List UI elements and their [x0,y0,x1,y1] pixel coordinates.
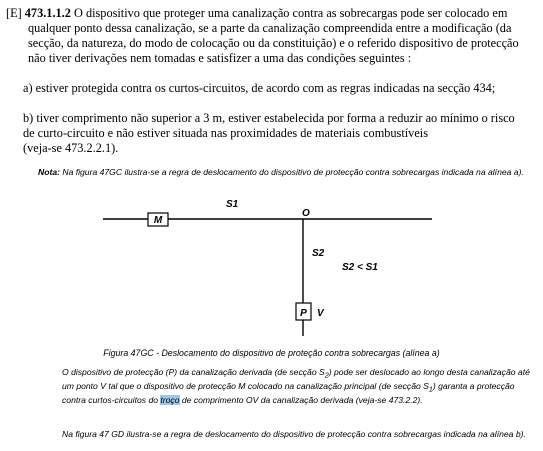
item-a: a) estiver protegida contra os curtos-circuitos, de acordo com as regras indicadas na secção 434; [23,81,496,95]
clause-label: [E] [6,6,22,20]
clause-text: O dispositivo que proteger uma canalização contra as sobrecargas pode ser colocado em qualquer ponto dessa canalização, se a parte da canalização compreendida entre a modificação (da secção, da natureza, do modo de colocação ou da constituição) e o referido dispositivo de protecção não tiver derivações nem tomadas e satisfizer a uma das condições seguintes : [28,6,519,65]
item-b-line3: (veja-se 473.2.2.1). [23,141,119,155]
label-s2: S2 [312,248,325,259]
note-text: Na figura 47GC ilustra-se a regra de deslocamento do dispositivo de protecção contra sobrecargas indicada na alínea a). [62,167,524,177]
label-condition: S2 < S1 [342,262,378,273]
clause-number: 473.1.1.2 [24,6,71,20]
label-m: M [153,215,163,226]
explanation-sub1: 1 [428,385,433,394]
figure-caption: Figura 47GC - Deslocamento do dispositivo de proteção contra sobrecargas (alínea a) [103,348,440,358]
explanation-part2: ) pode ser deslocado ao longo desta canalização até um ponto V tal que o dispositivo de protecção M colocado na canalização principal (de secção S [62,367,530,392]
explanation-sub2: 2 [324,371,329,380]
note-label: Nota: [38,167,60,177]
highlighted-word[interactable]: troço [160,395,180,406]
explanation-part4: de comprimento OV da canalização derivada (veja-se 473.2.2). [179,395,423,406]
final-note: Na figura 47 GD ilustra-se a regra de deslocamento do dispositivo de protecção contra sobrecargas indicada na alínea b). [62,429,526,439]
item-b-line2: de curto-circuito e não estiver situada nas proximidades de materiais combustíveis [23,126,428,140]
explanation-part3: ) garanta a protecção contra curtos-circuitos do [62,381,515,406]
label-s1: S1 [226,199,239,210]
label-v: V [317,308,324,319]
label-o: O [302,208,310,219]
label-p: P [300,308,307,319]
item-b-line1: b) tiver comprimento não superior a 3 m, estiver estabelecida por forma a reduzir ao mínimo o risco [23,111,515,125]
explanation-paragraph [62,367,532,406]
explanation-part1: O dispositivo de protecção (P) da canalização derivada (de secção S [62,367,325,377]
